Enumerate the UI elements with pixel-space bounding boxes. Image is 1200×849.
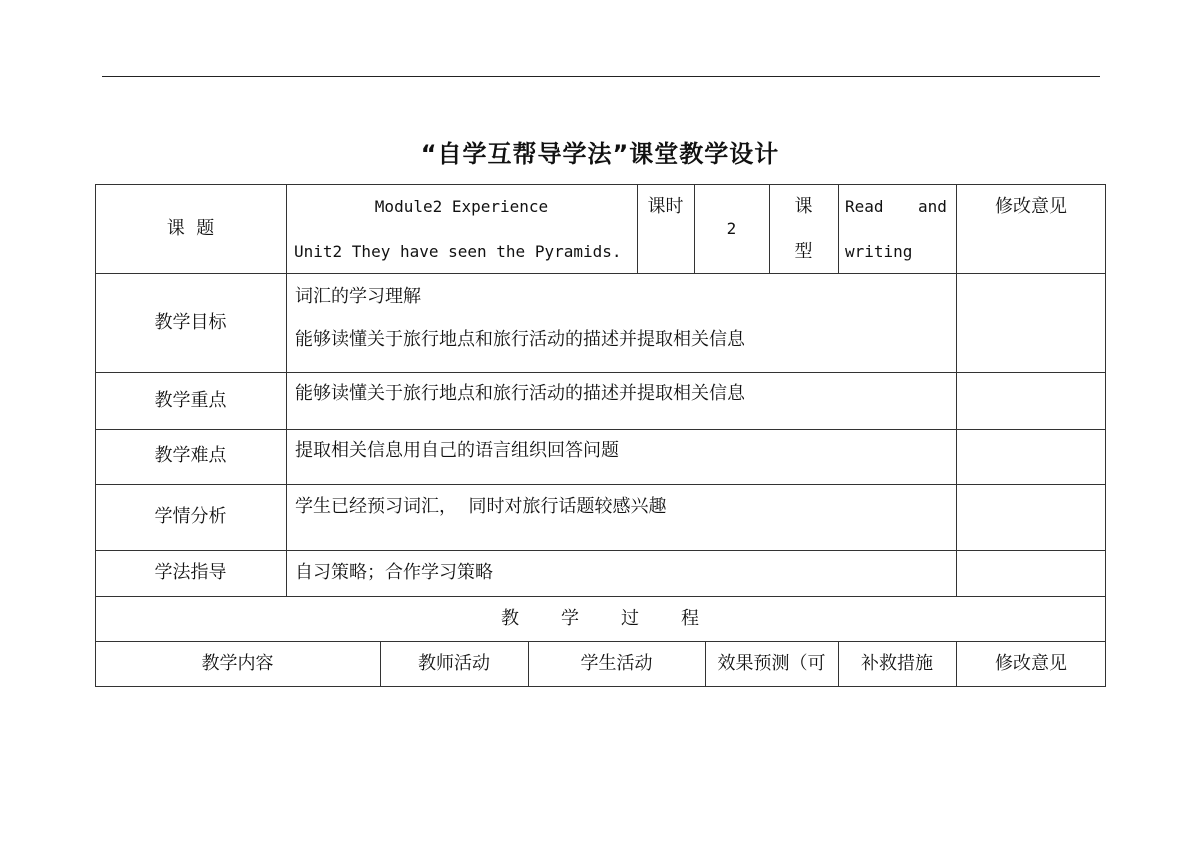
row-divider xyxy=(95,641,1106,642)
key-label: 教学重点 xyxy=(154,390,227,411)
process-char-4: 程 xyxy=(681,608,699,629)
process-char-2: 学 xyxy=(561,608,579,629)
goal-line-2: 能够读懂关于旅行地点和旅行活动的描述并提取相关信息 xyxy=(295,329,745,350)
topic-unit: Unit2 They have seen the Pyramids. xyxy=(294,242,622,261)
type-label-bottom: 型 xyxy=(794,241,813,262)
row-divider xyxy=(95,484,1106,485)
difficulty-text: 提取相关信息用自己的语言组织回答问题 xyxy=(295,440,619,461)
period-value: 2 xyxy=(726,219,737,238)
difficulty-label: 教学难点 xyxy=(154,445,227,466)
method-label: 学法指导 xyxy=(154,562,227,583)
type-value-read: Read xyxy=(845,197,884,216)
analysis-label: 学情分析 xyxy=(154,506,227,527)
topic-label: 课 题 xyxy=(166,218,215,239)
col-divider xyxy=(956,184,957,596)
analysis-text: 学生已经预习词汇， 同时对旅行话题较感兴趣 xyxy=(295,496,667,517)
header-rule xyxy=(102,76,1100,77)
col-student: 学生活动 xyxy=(580,653,653,674)
topic-module: Module2 Experience xyxy=(374,197,549,216)
type-value-and: and xyxy=(918,197,947,216)
document-title: “自学互帮导学法”课堂教学设计 xyxy=(420,140,780,168)
col-divider xyxy=(838,184,839,273)
type-label-top: 课 xyxy=(794,196,813,217)
row-divider xyxy=(95,429,1106,430)
goal-line-1: 词汇的学习理解 xyxy=(295,286,421,307)
goal-label: 教学目标 xyxy=(154,312,227,333)
key-text: 能够读懂关于旅行地点和旅行活动的描述并提取相关信息 xyxy=(295,383,745,404)
col-effect: 效果预测（可 xyxy=(717,653,826,674)
revision-header: 修改意见 xyxy=(995,196,1067,217)
col-remedy: 补救措施 xyxy=(861,653,933,674)
col-teacher: 教师活动 xyxy=(418,653,490,674)
row-divider xyxy=(95,273,1106,274)
row-divider xyxy=(95,596,1106,597)
period-label: 课时 xyxy=(647,196,684,217)
row-divider xyxy=(95,550,1106,551)
type-value-writing: writing xyxy=(845,242,913,261)
method-text: 自习策略；合作学习策略 xyxy=(295,562,493,583)
process-char-3: 过 xyxy=(621,608,639,629)
col-revision: 修改意见 xyxy=(995,653,1067,674)
col-divider xyxy=(286,184,287,596)
row-divider xyxy=(95,372,1106,373)
col-content: 教学内容 xyxy=(201,653,274,674)
process-char-1: 教 xyxy=(501,608,519,629)
